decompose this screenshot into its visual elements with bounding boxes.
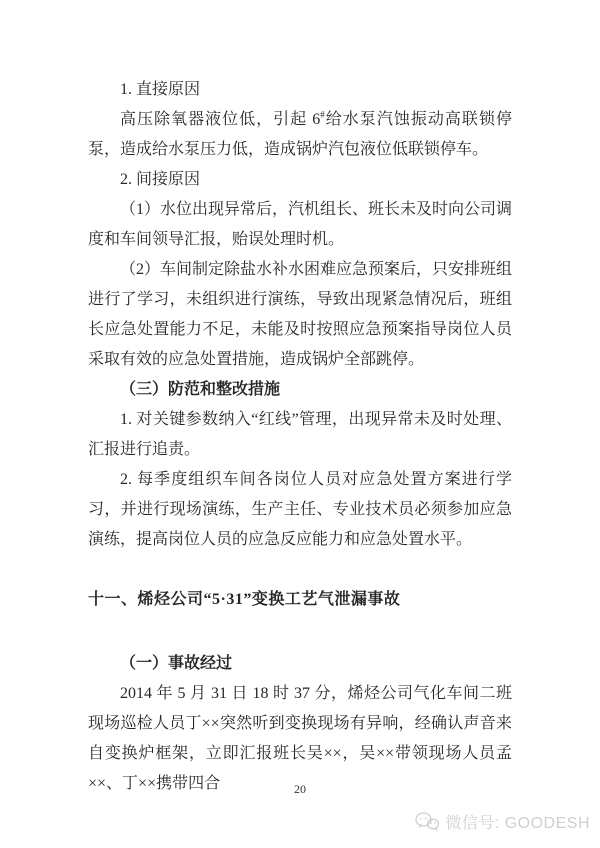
paragraph-direct-cause-pre: 高压除氧器液位低，引起 6 bbox=[120, 111, 321, 128]
paragraph-direct-cause-post: 给水泵汽蚀振动高联锁停泵，造成给水泵压力低，造成锅炉汽包液位低联锁停车。 bbox=[88, 111, 512, 158]
paragraph-direct-cause bbox=[88, 105, 512, 165]
paragraph-indirect-cause-1: （1）水位出现异常后，汽机组长、班长未及时向公司调度和车间领导汇报，贻误处理时机。 bbox=[88, 201, 513, 248]
paragraph-measure-2: 2. 每季度组织车间各岗位人员对应急处置方案进行学习，并进行现场演练，生产主任、专业技术员必须参加应急演练，提高岗位人员的应急反应能力和应急处置水平。 bbox=[88, 471, 512, 548]
subheading-prevention-measures: （三）防范和整改措施 bbox=[120, 381, 281, 398]
paragraph-incident-course: 2014 年 5 月 31 日 18 时 37 分，烯烃公司气化车间二班现场巡检人员丁××突然听到变换现场有异响，经确认声音来自变换炉框架，立即汇报班长吴××，吴××带领现场人员孟××、丁××携带四合 bbox=[88, 685, 512, 792]
item-direct-cause-heading: 1. 直接原因 bbox=[120, 81, 201, 98]
item-indirect-cause-heading: 2. 间接原因 bbox=[120, 171, 201, 188]
paragraph-measure-1: 1. 对关键参数纳入“红线”管理，出现异常未及时处理、汇报进行追责。 bbox=[88, 411, 512, 458]
watermark bbox=[414, 810, 590, 833]
pump-number-superscript: # bbox=[320, 109, 325, 120]
watermark-label: 微信号: GOODESH bbox=[445, 815, 590, 832]
subheading-incident-course: （一）事故经过 bbox=[120, 655, 233, 672]
paragraph-indirect-cause-2: （2）车间制定除盐水补水困难应急预案后，只安排班组进行了学习，未组织进行演练，导致出现紧急情况后，班组长应急处置能力不足，未能及时按照应急预案指导岗位人员采取有效的应急处置措施，造成锅炉全部跳停。 bbox=[88, 261, 513, 368]
page-number: 20 bbox=[294, 782, 306, 796]
section-title-incident-11: 十一、烯烃公司“5·31”变换工艺气泄漏事故 bbox=[88, 591, 401, 608]
wechat-icon bbox=[414, 811, 440, 833]
document-body bbox=[88, 75, 512, 799]
